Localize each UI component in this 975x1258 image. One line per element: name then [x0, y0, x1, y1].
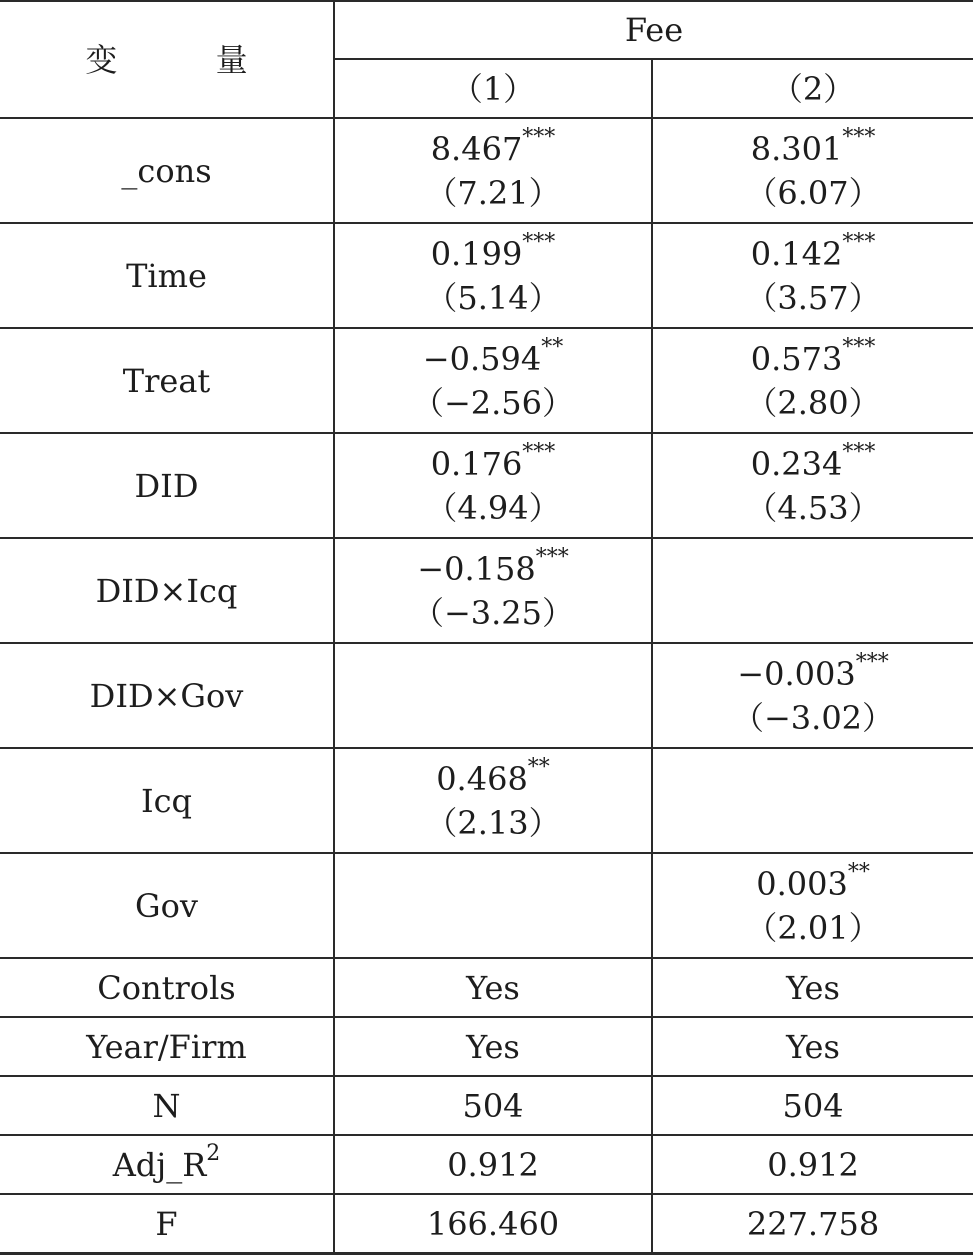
coef-value: 0.573	[750, 339, 843, 378]
coef-value: −0.003	[737, 654, 856, 693]
table-row	[0, 433, 973, 538]
coef-value: 0.142	[750, 234, 843, 273]
stats-row	[0, 1017, 973, 1076]
stat-value: 504	[334, 1076, 652, 1135]
variable-name: _cons	[0, 118, 334, 223]
stat-value: Yes	[652, 958, 973, 1017]
t-stat: （−3.02）	[731, 698, 895, 737]
table-row	[0, 118, 973, 223]
variable-name: DID×Icq	[0, 538, 334, 643]
stat-name: Year/Firm	[0, 1017, 334, 1076]
stat-value: 0.912	[652, 1135, 973, 1194]
stats-row	[0, 1194, 973, 1254]
coef-cell	[334, 118, 652, 223]
significance-stars: ***	[842, 229, 876, 255]
significance-stars: ***	[842, 439, 876, 465]
stat-value: 227.758	[652, 1194, 973, 1254]
header-row-dependent	[0, 1, 973, 59]
coef-cell	[334, 223, 652, 328]
t-stat: （2.01）	[745, 908, 881, 947]
superscript: 2	[206, 1140, 221, 1166]
table-row	[0, 328, 973, 433]
table-row	[0, 538, 973, 643]
coef-value: 0.199	[430, 234, 523, 273]
column-header-1: （1）	[334, 59, 652, 118]
significance-stars: ***	[522, 439, 556, 465]
coef-value: 8.301	[750, 129, 843, 168]
t-stat: （4.53）	[745, 488, 881, 527]
significance-stars: ***	[855, 649, 889, 675]
empty-cell	[334, 643, 652, 748]
coef-cell	[334, 538, 652, 643]
coef-cell	[652, 328, 973, 433]
column-header-2: （2）	[652, 59, 973, 118]
stat-name-cell	[0, 1135, 334, 1194]
variable-name: DID×Gov	[0, 643, 334, 748]
empty-cell	[652, 748, 973, 853]
coef-value: 8.467	[430, 129, 523, 168]
coef-value: 0.176	[430, 444, 523, 483]
stats-row	[0, 958, 973, 1017]
stat-name: F	[0, 1194, 334, 1254]
variable-name: Gov	[0, 853, 334, 958]
coef-value: 0.003	[756, 864, 848, 903]
t-stat: （4.94）	[425, 488, 561, 527]
coef-cell	[334, 433, 652, 538]
t-stat: （5.14）	[425, 278, 561, 317]
significance-stars: ***	[842, 334, 876, 360]
significance-stars: ***	[522, 229, 556, 255]
stat-name: N	[0, 1076, 334, 1135]
stat-value: 504	[652, 1076, 973, 1135]
variable-header: 变 量	[0, 1, 334, 118]
coef-value: −0.594	[422, 339, 542, 378]
significance-stars: ***	[535, 544, 569, 570]
variable-name: Time	[0, 223, 334, 328]
table-row	[0, 643, 973, 748]
coef-cell	[652, 433, 973, 538]
coef-value: 0.234	[750, 444, 843, 483]
coef-value: 0.468	[436, 759, 528, 798]
variable-name: Treat	[0, 328, 334, 433]
empty-cell	[334, 853, 652, 958]
stats-row	[0, 1135, 973, 1194]
coef-cell	[334, 328, 652, 433]
stat-name: Controls	[0, 958, 334, 1017]
variable-name: DID	[0, 433, 334, 538]
stat-value: 166.460	[334, 1194, 652, 1254]
significance-stars: **	[847, 859, 870, 885]
significance-stars: **	[541, 334, 564, 360]
dependent-variable-header: Fee	[334, 1, 973, 59]
stat-value: Yes	[334, 1017, 652, 1076]
t-stat: （2.13）	[425, 803, 561, 842]
t-stat: （7.21）	[425, 173, 561, 212]
significance-stars: ***	[842, 124, 876, 150]
coef-cell	[652, 643, 973, 748]
stats-row	[0, 1076, 973, 1135]
table-row	[0, 223, 973, 328]
t-stat: （2.80）	[745, 383, 881, 422]
coef-cell	[652, 118, 973, 223]
table-row	[0, 853, 973, 958]
empty-cell	[652, 538, 973, 643]
stat-value: 0.912	[334, 1135, 652, 1194]
stat-value: Yes	[334, 958, 652, 1017]
significance-stars: **	[527, 754, 550, 780]
t-stat: （3.57）	[745, 278, 881, 317]
t-stat: （−3.25）	[411, 593, 575, 632]
significance-stars: ***	[522, 124, 556, 150]
table-row	[0, 748, 973, 853]
stat-value: Yes	[652, 1017, 973, 1076]
coef-cell	[334, 748, 652, 853]
coef-cell	[652, 223, 973, 328]
t-stat: （−2.56）	[411, 383, 575, 422]
variable-name: Icq	[0, 748, 334, 853]
t-stat: （6.07）	[745, 173, 881, 212]
coef-value: −0.158	[417, 549, 536, 588]
stat-name: Adj_R	[112, 1145, 207, 1184]
coef-cell	[652, 853, 973, 958]
